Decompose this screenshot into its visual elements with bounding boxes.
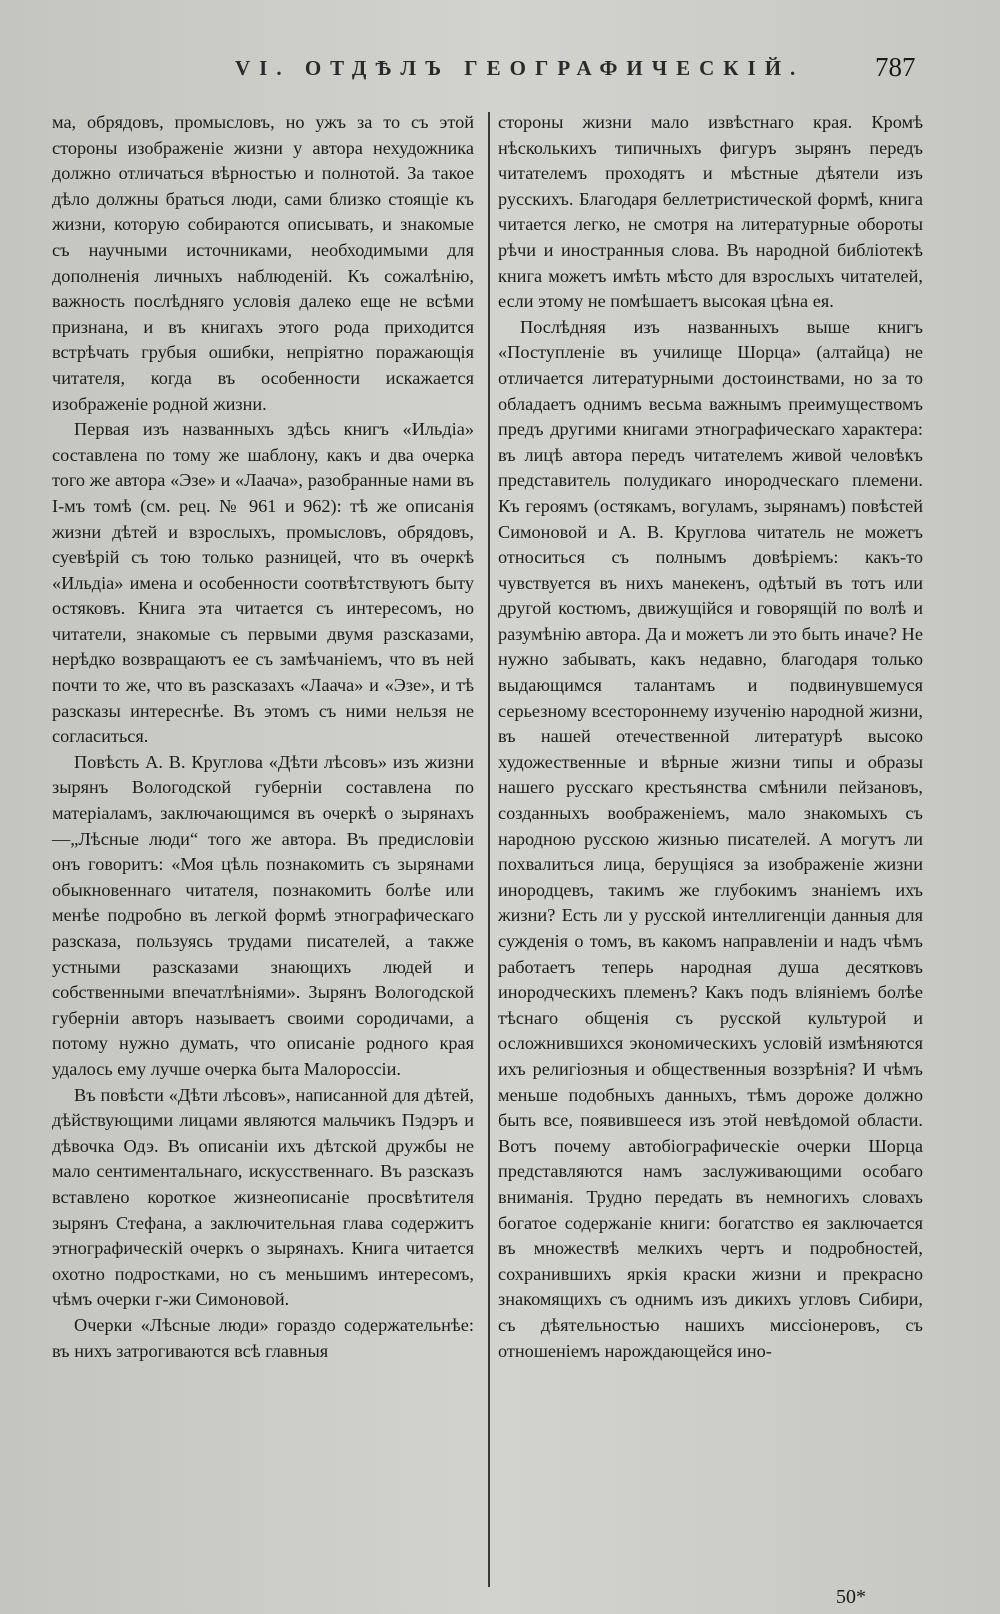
left-column bbox=[52, 110, 474, 1364]
paragraph: Первая изъ названныхъ здѣсь книгъ «Ильдіа» составлена по тому же шаблону, какъ и два очерка того же автора «Эзе» и «Лаача», разобранные нами въ І-мъ томѣ (см. рец. № 961 и 962): тѣ же описанія жизни дѣтей и взрослыхъ, промысловъ, обрядовъ, суевѣрій съ тою только разницей, что въ очеркѣ «Ильдіа» имена и особенности соотвѣтствуютъ быту остяковъ. Книга эта читается съ интересомъ, но читатели, знакомые съ первыми двумя разсказами, нерѣдко возвращаютъ ее съ замѣчаніемъ, что въ ней почти то же, что въ разсказахъ «Лаача» и «Эзе», и тѣ разсказы интереснѣе. Въ этомъ съ ними нельзя не согласиться. bbox=[52, 419, 474, 747]
column-divider bbox=[488, 112, 490, 1587]
right-column bbox=[498, 110, 923, 1364]
paragraph: Въ повѣсти «Дѣти лѣсовъ», написанной для дѣтей, дѣйствующими лицами являются мальчикъ Пэдэръ и дѣвочка Одэ. Въ описаніи ихъ дѣтской дружбы не мало сентиментальнаго, искусственнаго. Въ разсказъ вставлено короткое жизнеописаніе просвѣтителя зырянъ Стефана, а заключительная глава содержитъ этнографическій очеркъ о зырянахъ. Книга читается охотно подростками, но съ меньшимъ интересомъ, чѣмъ очерки г-жи Симоновой. bbox=[52, 1084, 474, 1310]
signature-mark: 50* bbox=[836, 1586, 866, 1608]
paragraph: Послѣдняя изъ названныхъ выше книгъ «Поступленіе въ училище Шорца» (алтайца) не отличается литературными достоинствами, но за то обладаетъ однимъ весьма важнымъ преимуществомъ предъ другими книгами этнографическаго характера: въ лицѣ автора передъ читателемъ живой человѣкъ представитель полудикаго инородческаго племени. Къ героямъ (остякамъ, вогуламъ, зырянамъ) повѣстей Симоновой и А. В. Круглова читатель не можетъ относиться съ полнымъ довѣріемъ: какъ-то чувствуется въ нихъ манекенъ, одѣтый въ тотъ или другой костюмъ, движущійся и говорящій по волѣ и разумѣнію автора. Да и можетъ ли это быть иначе? Не нужно забывать, какъ недавно, благодаря только выдающимся талантамъ и подвинувшемуся серьезному всестороннему изученію народной жизни, въ нашей отечественной литературѣ высоко художественные и вѣрные жизни типы и образы нашего русскаго крестьянства смѣнили пейзановъ, созданныхъ воображеніемъ, мало знакомыхъ съ народною русскою жизнью писателей. А могутъ ли похвалиться лица, берущіяся за изображеніе жизни инородцевъ, такимъ же глубокимъ знаніемъ ихъ жизни? Есть ли у русской интеллигенціи данныя для сужденія о томъ, въ какомъ направленіи и надъ чѣмъ работаетъ теперь народная душа десятковъ инородческихъ племенъ? Какъ подъ вліяніемъ болѣе тѣснаго общенія съ русской культурой и осложнившихся экономическихъ условій измѣняются ихъ религіозныя и общественныя воззрѣнія? И чѣмъ меньше подобныхъ данныхъ, тѣмъ дороже должно быть все, появившееся изъ этой невѣдомой области. Вотъ почему автобіографическіе очерки Шорца представляются намъ заслуживающими особаго вниманія. Трудно передать въ немногихъ словахъ богатое содержаніе книги: богатство ея заключается въ множествѣ мелкихъ чертъ и подробностей, сохранившихъ яркія краски жизни и прекрасно знакомящихъ съ однимъ изъ дикихъ угловъ Сибири, съ дѣятельностью нашихъ миссіонеровъ, съ отношеніемъ нарождающейся ино- bbox=[498, 316, 923, 1361]
page-header bbox=[0, 52, 1000, 92]
page-number: 787 bbox=[875, 52, 916, 82]
paragraph: ма, обрядовъ, промысловъ, но ужъ за то съ этой стороны изображеніе жизни у автора нехудожника должно отличаться вѣрностью и полнотой. За такое дѣло должны браться люди, сами близко стоящіе къ жизни, которую собираются описывать, и знакомые съ научными источниками, необходимыми для дополненія личныхъ наблюденій. Къ сожалѣнію, важность послѣдняго условія далеко еще не всѣми признана, и въ книгахъ этого рода приходится встрѣчать грубыя ошибки, непріятно поражающія читателя, когда въ особенности искажается изображеніе родной жизни. bbox=[52, 112, 474, 414]
paragraph: стороны жизни мало извѣстнаго края. Кромѣ нѣсколькихъ типичныхъ фигуръ зырянъ передъ читателемъ проходятъ и мѣстные дѣятели изъ русскихъ. Благодаря беллетристической формѣ, книга читается легко, не смотря на литературные обороты рѣчи и иностранныя слова. Въ народной библіотекѣ книга можетъ имѣть мѣсто для взрослыхъ читателей, если этому не помѣшаетъ высокая цѣна ея. bbox=[498, 112, 923, 312]
paragraph: Очерки «Лѣсные люди» гораздо содержательнѣе: въ нихъ затрогиваются всѣ главныя bbox=[52, 1314, 474, 1361]
paragraph: Повѣсть А. В. Круглова «Дѣти лѣсовъ» изъ жизни зырянъ Вологодской губерніи составлена по матеріаламъ, заключающимся въ очеркѣ о зырянахъ—„Лѣсные люди“ того же автора. Въ предисловіи онъ говоритъ: «Моя цѣль познакомить съ зырянами обыкновеннаго читателя, познакомить болѣе или менѣе подробно въ легкой формѣ этнографическаго разсказа, пользуясь трудами писателей, а также устными разсказами знающихъ людей и собственными впечатлѣніями». Зырянъ Вологодской губерніи авторъ называетъ своими сородичами, а потому нужно думать, что описаніе родного края удалось ему лучше очерка быта Малороссіи. bbox=[52, 751, 474, 1079]
running-title: VI. ОТДѢЛЪ ГЕОГРАФИЧЕСКІЙ. bbox=[235, 56, 805, 80]
